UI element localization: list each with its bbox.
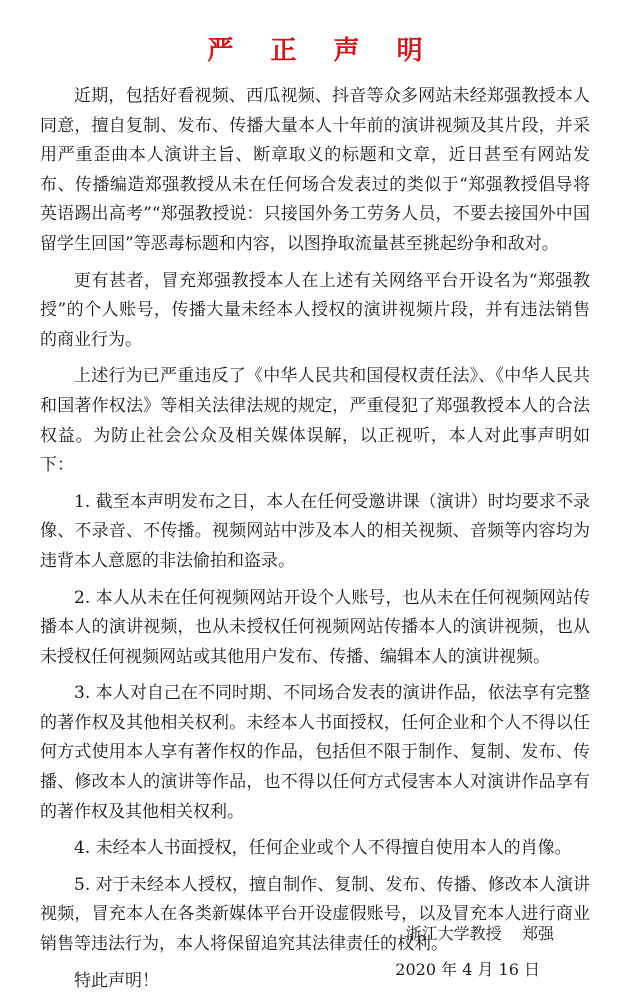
declaration-item-1: 1. 截至本声明发布之日，本人在任何受邀讲课（演讲）时均要求不录像、不录音、不传播。视频网站中涉及本人的相关视频、音频等内容均为违背本人意愿的非法偷拍和盗录。 (40, 491, 590, 571)
declaration-item-4: 4. 未经本人书面授权，任何企业或个人不得擅自使用本人的肖像。 (74, 838, 572, 859)
signature-name: 浙江大学教授 郑强 (405, 924, 554, 943)
closing-statement: 特此声明！ (74, 970, 159, 991)
signature-date: 2020 年 4 月 16 日 (395, 960, 540, 979)
declaration-item-2: 2. 本人从未在任何视频网站开设个人账号，也从未在任何视频网站传播本人的演讲视频，也从未授权任何视频网站传播本人的演讲视频，也从未授权任何视频网站或其他用户发布、传播、编辑本人的演讲视频。 (40, 587, 590, 667)
declaration-item-5: 5. 对于未经本人授权，擅自制作、复制、发布、传播、修改本人演讲视频，冒充本人在各类新媒体平台开设虚假账号，以及冒充本人进行商业销售等违法行为，本人将保留追究其法律责任的权利。 (40, 874, 590, 955)
paragraph-legal-basis: 上述行为已严重违反了《中华人民共和国侵权责任法》、《中华人民共和国著作权法》等相关法律法规的规定，严重侵犯了郑强教授本人的合法权益。为防止社会公众及相关媒体误解，以正视听，本人对此事声明如下： (40, 366, 590, 476)
paragraph-intro: 近期，包括好看视频、西瓜视频、抖音等众多网站未经郑强教授本人同意，擅自复制、发布、传播大量本人十年前的演讲视频及其片段，并采用严重歪曲本人演讲主旨、断章取义的标题和文章，近日甚至有网站发布、传播编造郑强教授从未在任何场合发表过的类似于“郑强教授倡导将英语踢出高考”“郑强教授说：只接国外务工劳务人员，不要去接国外中国留学生回国”等恶毒标题和内容，以图挣取流量甚至挑起纷争和敌对。 (40, 86, 590, 254)
paragraph-impersonation: 更有甚者，冒充郑强教授本人在上述有关网络平台开设名为“郑强教授”的个人账号，传播大量未经本人授权的演讲视频片段，并有违法销售的商业行为。 (40, 270, 590, 350)
document-title: 严 正 声 明 (207, 36, 437, 66)
declaration-item-3: 3. 本人对自己在不同时期、不同场合发表的演讲作品，依法享有完整的著作权及其他相关权利。未经本人书面授权，任何企业和个人不得以任何方式使用本人享有著作权的作品，包括但不限于制作、复制、发布、传播、修改本人的演讲等作品，也不得以任何方式侵害本人对演讲作品享有的著作权及其他相关权利。 (40, 683, 590, 822)
